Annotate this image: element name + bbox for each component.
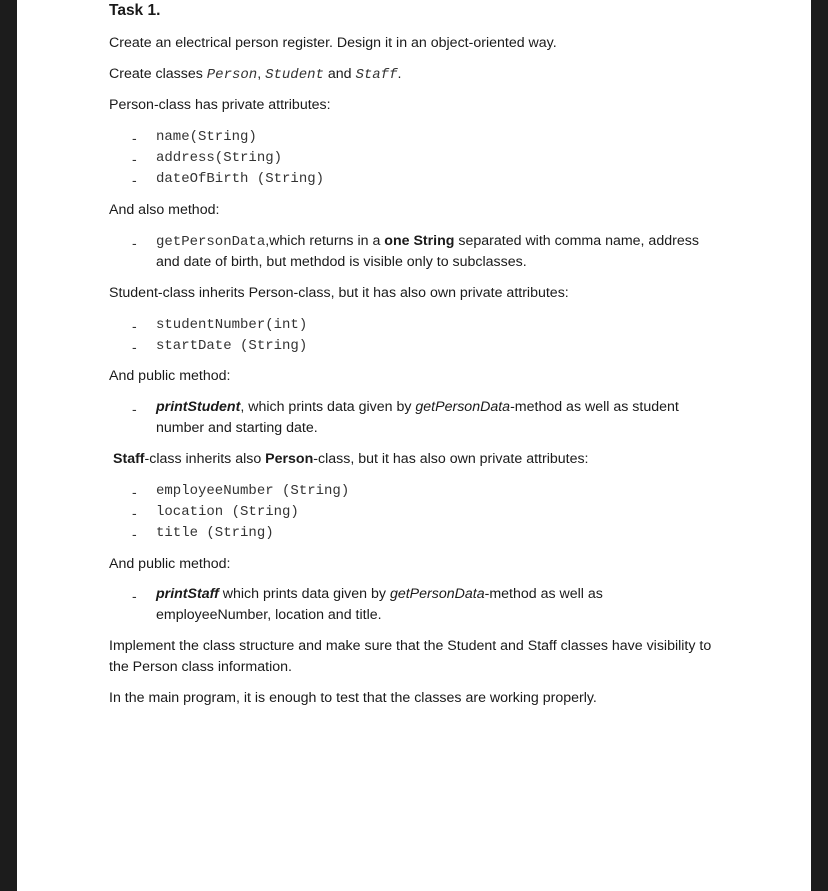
create-classes-prefix: Create classes — [109, 66, 207, 82]
staff-heading-text-b: -class, but it has also own private attributes: — [313, 451, 589, 467]
person-attribute: dateOfBirth (String) — [156, 171, 325, 187]
print-staff-line2: employeeNumber, location and title. — [156, 607, 382, 623]
print-student-text-b: -method as well as student — [510, 399, 679, 415]
bullet-dash: - — [132, 172, 137, 188]
public-method-heading-1: And public method: — [109, 368, 231, 384]
create-classes-suffix: . — [397, 66, 402, 82]
ref-get-person-data: getPersonData — [389, 586, 485, 602]
implement-paragraph-line1: Implement the class structure and make sure that the Student and Staff classes have visibility to — [109, 638, 712, 654]
intro-paragraph: Create an electrical person register. Design it in an object-oriented way. — [109, 35, 557, 51]
main-program-paragraph: In the main program, it is enough to test that the classes are working properly. — [109, 690, 597, 706]
ref-get-person-data: getPersonData — [415, 399, 511, 415]
staff-heading-text-a: -class inherits also — [144, 451, 266, 467]
get-person-data-item — [156, 233, 699, 250]
staff-attribute: location (String) — [156, 504, 299, 520]
class-name-staff: Staff — [355, 67, 398, 83]
method-print-staff: printStaff — [156, 586, 219, 602]
staff-class-name: Staff — [113, 451, 145, 467]
method-get-person-data: getPersonData — [156, 234, 266, 250]
print-staff-text-a: which prints data given by — [218, 586, 390, 602]
bullet-dash: - — [132, 484, 137, 500]
bullet-dash: - — [132, 235, 137, 251]
student-attribute: studentNumber(int) — [156, 317, 308, 333]
separator-1: , — [257, 66, 266, 82]
get-person-data-text-a: ,which returns in a — [265, 233, 385, 249]
print-staff-text-b: -method as well as — [484, 586, 603, 602]
person-attribute: name(String) — [156, 129, 257, 145]
separator-2: and — [323, 66, 356, 82]
task-title: Task 1. — [109, 2, 161, 19]
bullet-dash: - — [132, 151, 137, 167]
bullet-dash: - — [132, 505, 137, 521]
bullet-dash: - — [132, 401, 137, 417]
staff-heading — [113, 451, 589, 467]
person-attribute: address(String) — [156, 150, 283, 166]
public-method-heading-2: And public method: — [109, 556, 231, 572]
student-attribute: startDate (String) — [156, 338, 308, 354]
person-heading: Person-class has private attributes: — [109, 97, 331, 113]
get-person-data-text-b: separated with comma name, address — [454, 233, 699, 249]
implement-paragraph-line2: the Person class information. — [109, 659, 292, 675]
also-method-heading: And also method: — [109, 202, 220, 218]
bullet-dash: - — [132, 130, 137, 146]
staff-attribute: title (String) — [156, 525, 274, 541]
create-classes-paragraph — [109, 66, 401, 83]
class-name-student: Student — [265, 67, 324, 83]
print-staff-item — [156, 586, 603, 602]
staff-attribute: employeeNumber (String) — [156, 483, 350, 499]
student-heading: Student-class inherits Person-class, but it has also own private attributes: — [109, 285, 569, 301]
bullet-dash: - — [132, 339, 137, 355]
method-print-student: printStudent — [156, 399, 241, 415]
get-person-data-line2: and date of birth, but methdod is visible only to subclasses. — [156, 254, 527, 270]
print-student-item — [156, 399, 679, 415]
print-student-line2: number and starting date. — [156, 420, 318, 436]
bullet-dash: - — [132, 318, 137, 334]
person-class-name: Person — [265, 451, 314, 467]
class-name-person: Person — [206, 67, 258, 83]
print-student-text-a: , which prints data given by — [240, 399, 416, 415]
bullet-dash: - — [132, 526, 137, 542]
bullet-dash: - — [132, 588, 137, 604]
one-string-emphasis: one String — [384, 233, 455, 249]
document-page — [17, 0, 811, 891]
